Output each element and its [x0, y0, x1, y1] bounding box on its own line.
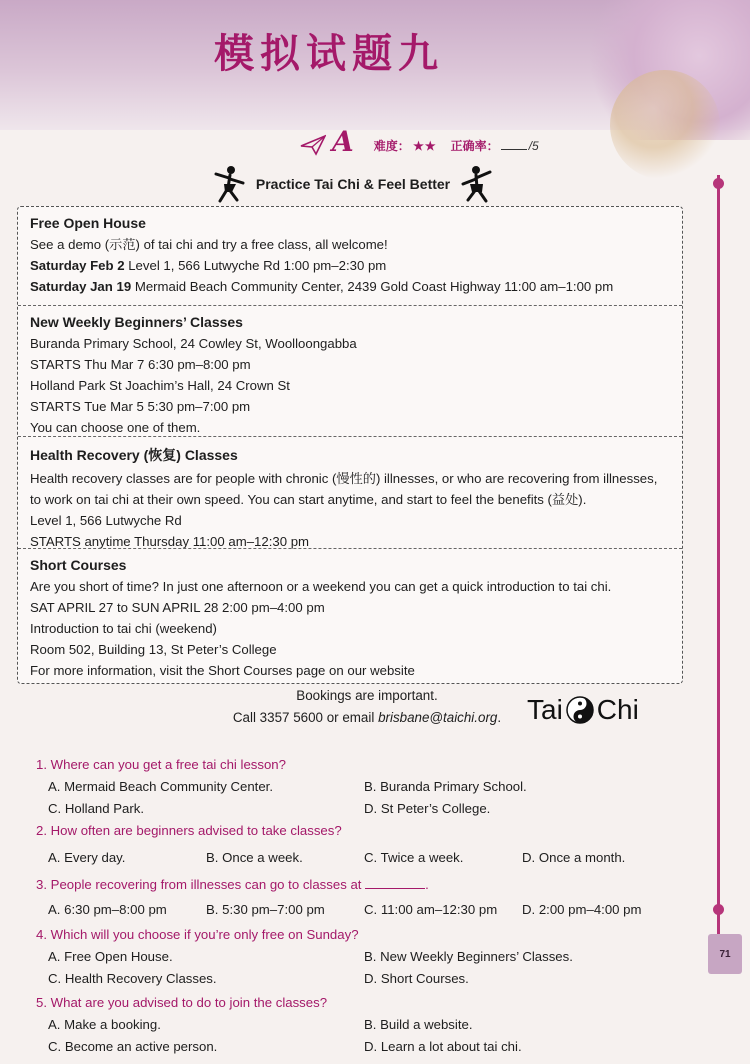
option-row: [36, 968, 696, 990]
answer-blank[interactable]: [365, 888, 425, 889]
yin-yang-icon: [565, 695, 595, 725]
section-title: Free Open House: [30, 215, 146, 231]
section-line: You can choose one of them.: [30, 420, 201, 435]
section-title: Short Courses: [30, 557, 127, 573]
notice-box: [17, 206, 683, 684]
option-d[interactable]: D. Once a month.: [522, 850, 626, 865]
question-stem: 5. What are you advised to do to join the classes?: [36, 995, 328, 1010]
question-item: [36, 820, 696, 874]
section-line: See a demo (示范) of tai chi and try a free class, all welcome!: [30, 237, 388, 252]
question-stem: 2. How often are beginners advised to take classes?: [36, 823, 342, 838]
event-date: Saturday Jan 19: [30, 279, 132, 294]
accuracy-total: /5: [528, 139, 539, 153]
section-line: Level 1, 566 Lutwyche Rd: [30, 513, 182, 528]
section-line: Are you short of time? In just one afternoon or a weekend you can get a quick introduction to tai chi.: [30, 579, 612, 594]
section-line: [30, 276, 670, 297]
contact-text: Call 3357 5600 or email: [232, 710, 375, 725]
margin-dot: [713, 178, 724, 189]
question-stem: 1. Where can you get a free tai chi lesson?: [36, 757, 286, 772]
option-row: [36, 798, 696, 820]
option-c[interactable]: C. Twice a week.: [364, 850, 464, 865]
option-row: [36, 776, 696, 798]
question-stem: 4. Which will you choose if you’re only free on Sunday?: [36, 927, 359, 942]
margin-dot: [713, 904, 724, 915]
short-courses-section: [18, 548, 682, 681]
booking-area: [17, 686, 683, 736]
question-stem-text: 3. People recovering from illnesses can go to classes at: [36, 877, 362, 892]
option-b[interactable]: B. Once a week.: [206, 850, 303, 865]
option-b[interactable]: B. 5:30 pm–7:00 pm: [206, 902, 325, 917]
section-line: STARTS anytime Thursday 11:00 am–12:30 pm: [30, 534, 310, 549]
open-house-section: [18, 215, 682, 297]
question-item: [36, 924, 696, 990]
section-line: Holland Park St Joachim’s Hall, 24 Crown St: [30, 378, 290, 393]
event-date: Saturday Feb 2: [30, 258, 125, 273]
option-row: [36, 896, 696, 924]
question-stem-end: .: [425, 877, 429, 892]
option-c[interactable]: C. Holland Park.: [48, 801, 145, 816]
option-c[interactable]: C. Become an active person.: [48, 1039, 218, 1054]
tai-chi-logo: [527, 690, 639, 730]
option-b[interactable]: B. Buranda Primary School.: [364, 779, 527, 794]
contact-line: [157, 710, 577, 725]
section-line: [30, 255, 670, 276]
section-title: New Weekly Beginners’ Classes: [30, 314, 243, 330]
event-detail: Mermaid Beach Community Center, 2439 Gold Coast Highway 11:00 am–1:00 pm: [134, 279, 614, 294]
section-line: STARTS Tue Mar 5 5:30 pm–7:00 pm: [30, 399, 251, 414]
option-a[interactable]: A. Free Open House.: [48, 949, 173, 964]
option-row: [36, 1036, 696, 1058]
beginners-section: [18, 305, 682, 438]
question-item: [36, 874, 696, 924]
section-line: Health recovery classes are for people with chronic (慢性的) illnesses, or who are recovering from illnesses, to work on tai chi at their own speed. You can start anytime, and start to feel the benefits (益处).: [30, 471, 658, 507]
cartoon-decoration: [610, 70, 720, 180]
option-a[interactable]: A. Every day.: [48, 850, 126, 865]
contact-end: .: [497, 710, 502, 725]
option-d[interactable]: D. Learn a lot about tai chi.: [364, 1039, 522, 1054]
option-b[interactable]: B. New Weekly Beginners’ Classes.: [364, 949, 573, 964]
margin-line: [717, 175, 720, 935]
accuracy-label: 正确率：: [450, 139, 499, 153]
option-a[interactable]: A. 6:30 pm–8:00 pm: [48, 902, 167, 917]
question-stem: [36, 874, 696, 896]
option-c[interactable]: C. Health Recovery Classes.: [48, 971, 217, 986]
question-list: [36, 754, 696, 1058]
email-link[interactable]: brisbane@taichi.org: [378, 710, 498, 725]
booking-note: Bookings are important.: [296, 688, 438, 703]
section-line: Introduction to tai chi (weekend): [30, 621, 217, 636]
page-number: 71: [708, 934, 742, 974]
section-line: SAT APRIL 27 to SUN APRIL 28 2:00 pm–4:00 pm: [30, 600, 325, 615]
option-b[interactable]: B. Build a website.: [364, 1017, 473, 1032]
section-line: Buranda Primary School, 24 Cowley St, Woolloongabba: [30, 336, 357, 351]
option-a[interactable]: A. Mermaid Beach Community Center.: [48, 779, 274, 794]
event-detail: Level 1, 566 Lutwyche Rd 1:00 pm–2:30 pm: [128, 258, 387, 273]
option-row: [36, 1014, 696, 1036]
option-row: [36, 842, 696, 874]
section-letter: A: [332, 125, 354, 158]
option-a[interactable]: A. Make a booking.: [48, 1017, 161, 1032]
section-line: Room 502, Building 13, St Peter’s College: [30, 642, 277, 657]
paper-plane-icon: [300, 134, 326, 156]
tai-chi-figure-icon: [456, 164, 496, 204]
notice-heading-text: Practice Tai Chi & Feel Better: [255, 176, 451, 192]
difficulty-label: 难度：: [373, 139, 410, 153]
health-section: [18, 436, 682, 552]
option-d[interactable]: D. 2:00 pm–4:00 pm: [522, 902, 642, 917]
notice-heading: [208, 164, 498, 204]
option-d[interactable]: D. St Peter’s College.: [364, 801, 491, 816]
logo-text-right: Chi: [596, 694, 639, 725]
option-d[interactable]: D. Short Courses.: [364, 971, 469, 986]
section-line: STARTS Thu Mar 7 6:30 pm–8:00 pm: [30, 357, 251, 372]
page-title: 模拟试题九: [214, 30, 444, 77]
section-title: Health Recovery (恢复) Classes: [30, 447, 238, 463]
option-row: [36, 946, 696, 968]
question-item: [36, 992, 696, 1058]
difficulty-stars: ★★: [413, 139, 437, 153]
section-header: [300, 126, 600, 156]
section-line: For more information, visit the Short Courses page on our website: [30, 663, 415, 678]
question-item: [36, 754, 696, 820]
option-c[interactable]: C. 11:00 am–12:30 pm: [364, 902, 498, 917]
difficulty-rating: [374, 137, 437, 156]
tai-chi-figure-icon: [210, 164, 250, 204]
logo-text-left: Tai: [527, 694, 563, 725]
accuracy-rate: [451, 137, 539, 156]
accuracy-blank[interactable]: [501, 149, 527, 150]
